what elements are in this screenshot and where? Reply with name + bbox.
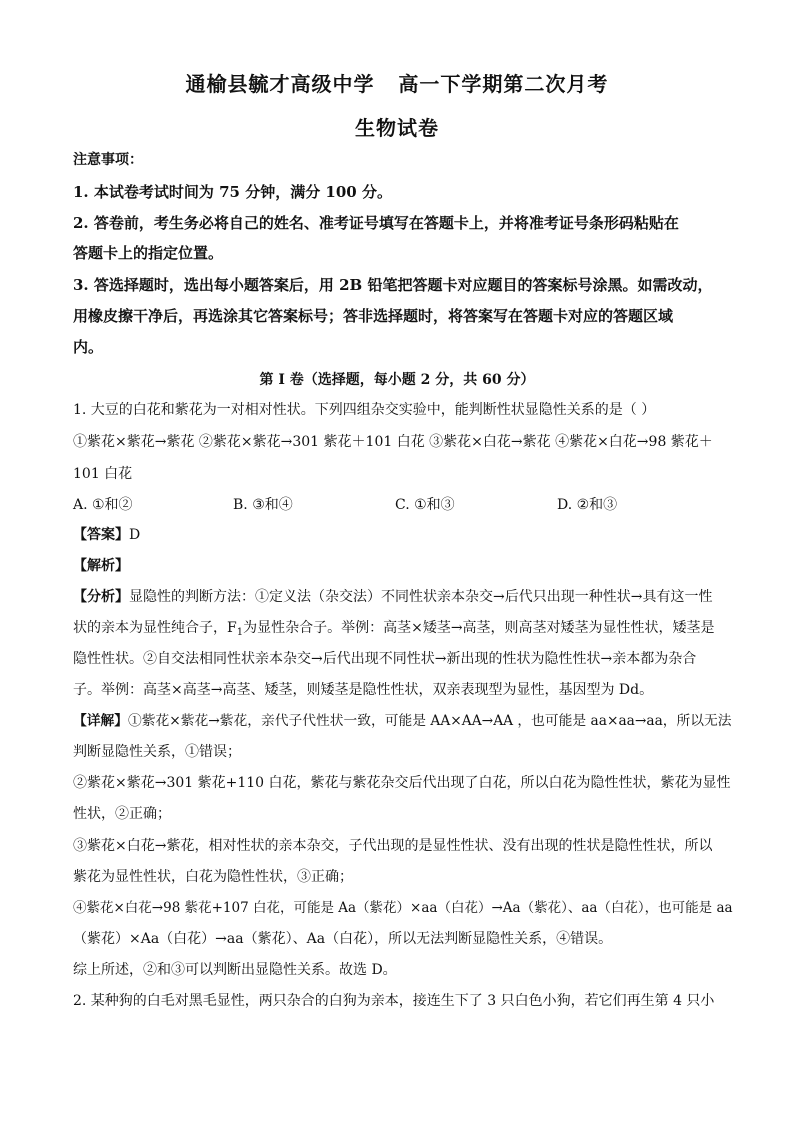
detail-line-8: （紫花）×Aa（白花）→aa（紫花）、Aa（白花），所以无法判断显隐性关系，④错误。	[73, 931, 613, 947]
fenxi-text-1: 显隐性的判断方法：①定义法（杂交法）不同性状亲本杂交→后代只出现一种性状→具有这一性	[129, 589, 713, 605]
notice-heading: 注意事项：	[73, 152, 143, 168]
detail-line-3: ②紫花×紫花→301 紫花+110 白花，紫花与紫花杂交后代出现了白花，所以白花为隐性性状，紫花为显性	[73, 775, 731, 791]
detail-line-5: ③紫花×白花→紫花，相对性状的亲本杂交，子代出现的是显性性状、没有出现的性状是隐性性状，所以	[73, 838, 713, 854]
notice-item-2: 2. 答卷前，考生务必将自己的姓名、准考证号填写在答题卡上，并将准考证号条形码粘贴在	[73, 214, 679, 232]
q1-option-c: C. ①和③	[395, 497, 455, 513]
notice-item-3: 3. 答选择题时，选出每小题答案后，用 2B 铅笔把答题卡对应题目的答案标号涂黑。如需改动，	[73, 276, 713, 294]
q1-answer-line	[73, 525, 733, 545]
q1-stem: 1. 大豆的白花和紫花为一对相对性状。下列四组杂交实验中，能判断性状显隐性关系的是（ ）	[73, 402, 656, 418]
fenxi-line-4: 子。举例：高茎×高茎→高茎、矮茎，则矮茎是隐性性状，双亲表现型为显性，基因型为 Dd。	[73, 682, 654, 698]
detail-line-7: ④紫花×白花→98 紫花+107 白花，可能是 Aa（紫花）×aa（白花）→Aa（紫花）、aa（白花），也可能是 aa	[73, 900, 733, 916]
notice-item-1: 1. 本试卷考试时间为 75 分钟，满分 100 分。	[73, 183, 392, 201]
section-title: 第 I 卷（选择题，每小题 2 分，共 60 分）	[259, 372, 535, 388]
fenxi-subscript: 1	[236, 627, 244, 638]
notice-item-2-cont: 答题卡上的指定位置。	[73, 244, 224, 262]
q1-option-d: D. ②和③	[557, 497, 618, 513]
exam-title: 通榆县毓才高级中学 高一下学期第二次月考	[185, 72, 609, 96]
q2-stem: 2. 某种狗的白毛对黑毛显性，两只杂合的白狗为亲本，接连生下了 3 只白色小狗，若它们再生第 4 只小	[73, 993, 715, 1009]
fenxi-line-1	[73, 587, 733, 607]
detail-line-1	[73, 711, 733, 731]
notice-item-3-end: 内。	[73, 338, 104, 356]
q1-items-line2: 101 白花	[73, 466, 133, 482]
q1-option-b: B. ③和④	[233, 497, 293, 513]
detail-line-9: 综上所述，②和③可以判断出显隐性关系。故选 D。	[73, 962, 397, 978]
fenxi-text-2a: 状的亲本为显性纯合子，F	[73, 620, 237, 636]
q1-items-line1: ①紫花×紫花→紫花 ②紫花×紫花→301 紫花＋101 白花 ③紫花×白花→紫花 ④紫花×白花→98 紫花＋	[73, 434, 713, 450]
notice-item-3-cont: 用橡皮擦干净后，再选涂其它答案标号；答非选择题时，将答案写在答题卡对应的答题区域	[73, 307, 674, 325]
detail-line-6: 紫花为显性性状，白花为隐性性状，③正确；	[73, 869, 353, 885]
answer-value: D	[129, 527, 141, 543]
q1-option-a: A. ①和②	[73, 497, 133, 513]
fenxi-text-2b: 为显性杂合子。举例：高茎×矮茎→高茎，则高茎对矮茎为显性性状，矮茎是	[243, 620, 715, 636]
detail-tag: 【详解】	[73, 713, 129, 729]
fenxi-tag: 【分析】	[73, 589, 129, 605]
detail-text-1: ①紫花×紫花→紫花，亲代子代性状一致，可能是 AA×AA→AA ，也可能是 aa×aa→aa，所以无法	[128, 713, 732, 729]
fenxi-line-2	[73, 618, 733, 643]
analysis-tag: 【解析】	[73, 558, 129, 574]
answer-tag: 【答案】	[73, 527, 129, 543]
fenxi-line-3: 隐性性状。②自交法相同性状亲本杂交→后代出现不同性状→新出现的性状为隐性性状→亲本都为杂合	[73, 651, 697, 667]
detail-line-4: 性状，②正确；	[73, 806, 171, 822]
q1-analysis-line	[73, 556, 733, 576]
exam-subtitle: 生物试卷	[355, 116, 439, 140]
detail-line-2: 判断显隐性关系，①错误；	[73, 744, 241, 760]
